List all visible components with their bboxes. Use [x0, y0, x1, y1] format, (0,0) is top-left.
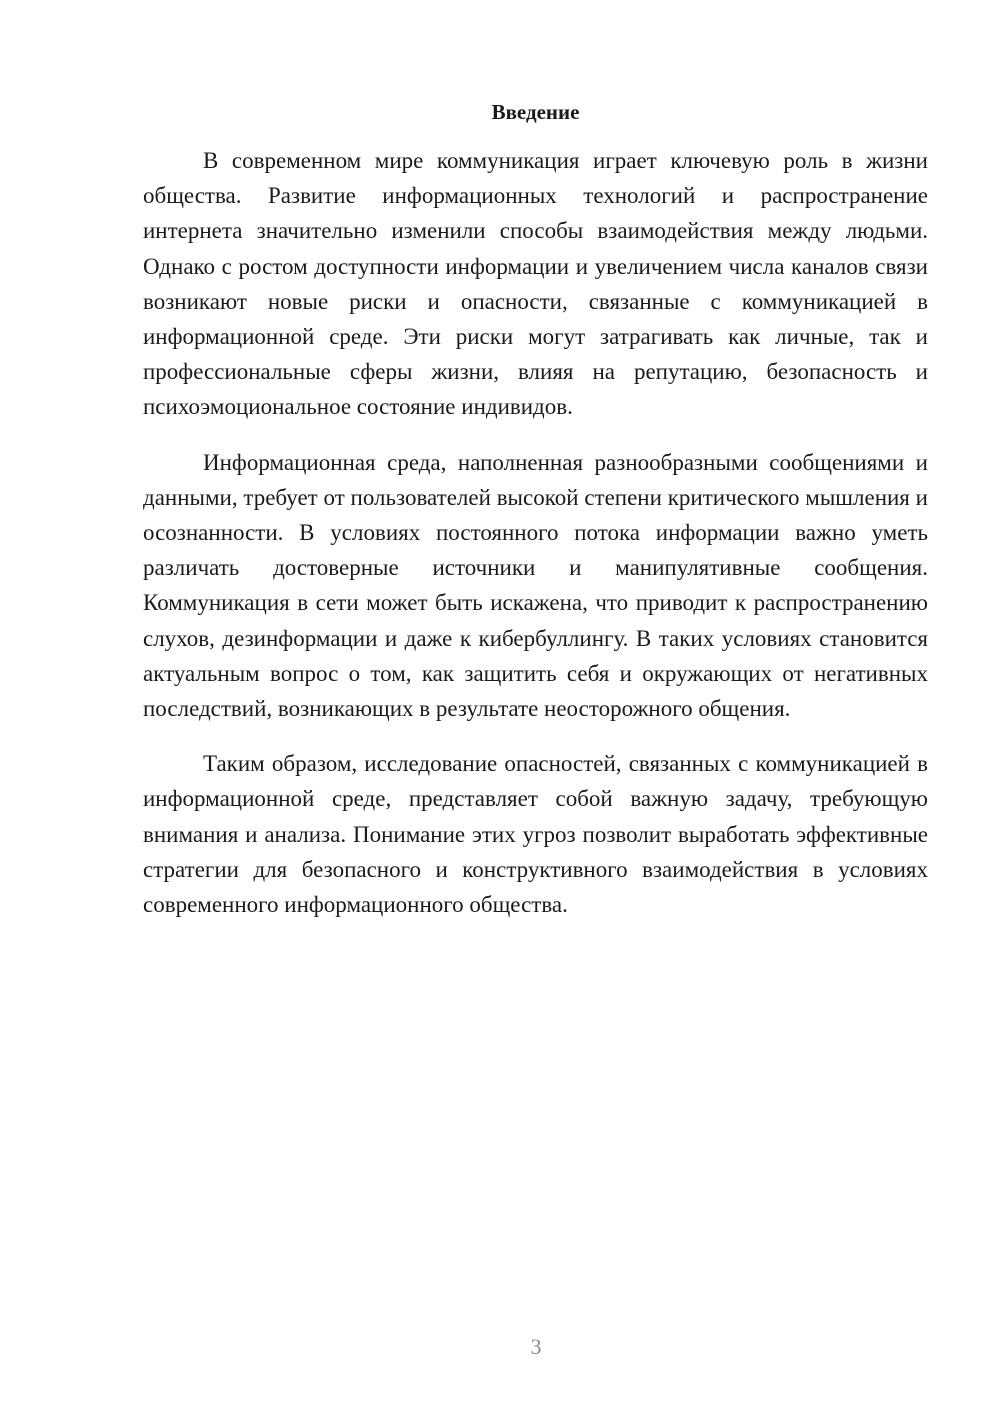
body-text: [143, 143, 928, 942]
page-number: 3: [530, 1334, 542, 1359]
paragraph-2: Информационная среда, наполненная разнообразными сообщениями и данными, требует от пользователей высокой степени критического мышления и осознанности. В условиях постоянного потока информации важно уметь различать достоверные источники и манипулятивные сообщения. Коммуникация в сети может быть искажена, что приводит к распространению слухов, дезинформации и даже к кибербуллингу. В таких условиях становится актуальным вопрос о том, как защитить себя и окружающих от негативных последствий, возникающих в результате неосторожного общения.: [143, 449, 928, 722]
paragraph-3: Таким образом, исследование опасностей, связанных с коммуникацией в информационной среде, представляет собой важную задачу, требующую внимания и анализа. Понимание этих угроз позволит выработать эффективные стратегии для безопасного и конструктивного взаимодействия в условиях современного информационного общества.: [143, 751, 928, 918]
paragraph-1: В современном мире коммуникация играет ключевую роль в жизни общества. Развитие информационных технологий и распространение интернета значительно изменили способы взаимодействия между людьми. Однако с ростом доступности информации и увеличением числа каналов связи возникают новые риски и опасности, связанные с коммуникацией в информационной среде. Эти риски могут затрагивать как личные, так и профессиональные сферы жизни, влияя на репутацию, безопасность и психоэмоциональное состояние индивидов.: [143, 148, 928, 420]
section-title: Введение: [491, 100, 580, 124]
